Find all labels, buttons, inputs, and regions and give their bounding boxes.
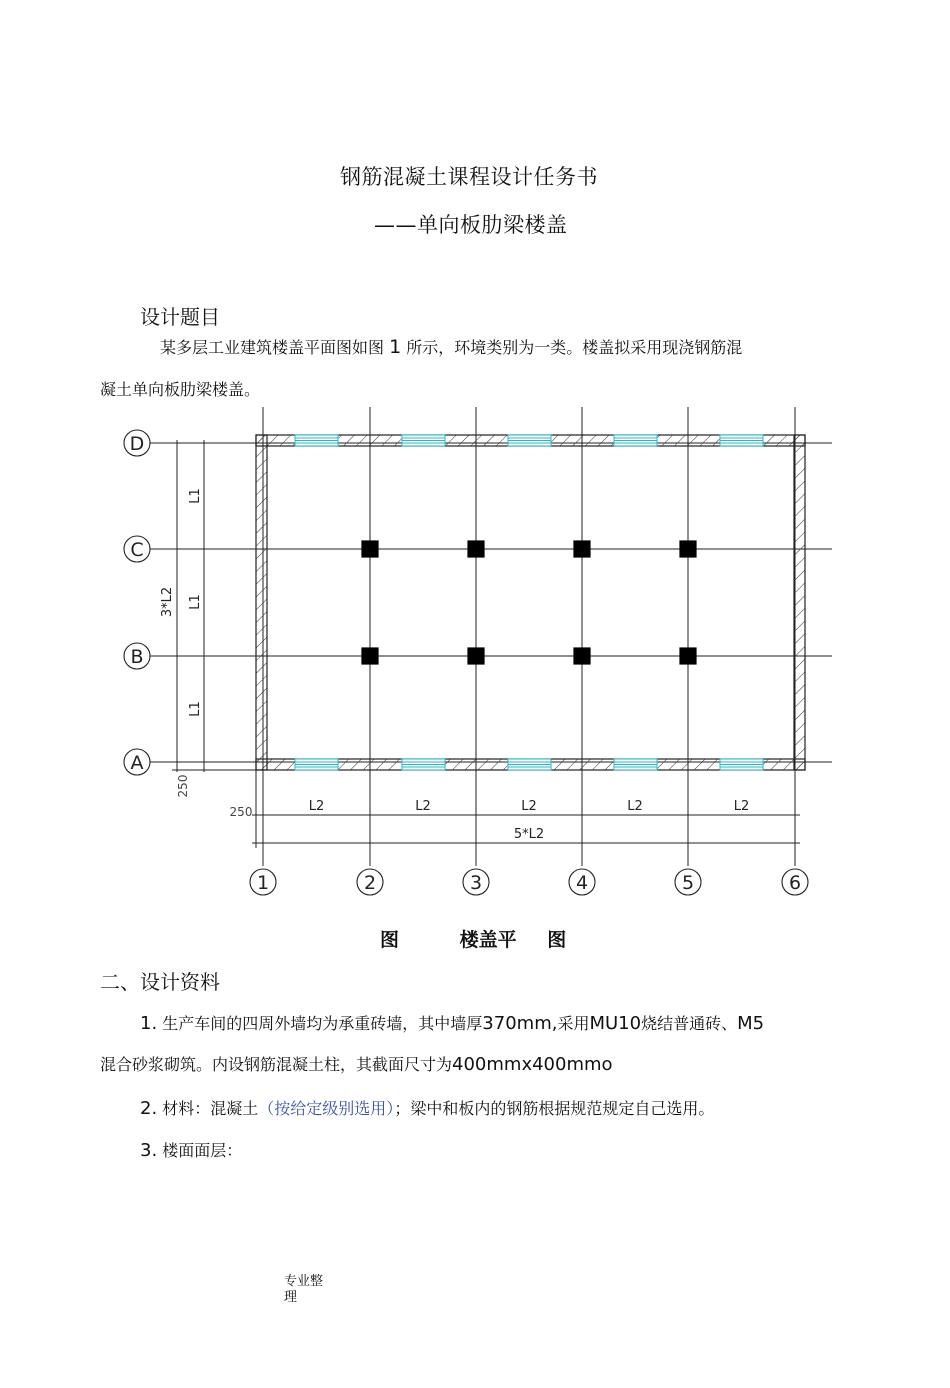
dim-label-span-5: L2 [733, 799, 750, 814]
item2-number: 2. [140, 1098, 158, 1119]
section2-item3 [140, 1138, 242, 1161]
caption-part-c: 图 [547, 929, 567, 951]
section2-heading: 二、设计资料 [100, 970, 220, 994]
column-C-3 [468, 541, 484, 557]
col-label-2: 2 [363, 872, 377, 894]
column-C-5 [680, 541, 696, 557]
para-text-a: 某多层工业建筑楼盖平面图如图 [160, 338, 385, 357]
dim-label-250-bottom: 250 [229, 805, 253, 819]
column-B-2 [362, 648, 378, 664]
dim-label-span-1: L2 [308, 799, 325, 814]
column-B-4 [574, 648, 590, 664]
item1-brick-grade: MU10 [589, 1013, 642, 1034]
row-label-A: A [130, 752, 144, 774]
dim-label-bottom-total: 5*L2 [513, 827, 545, 842]
item2-text-b: （按给定级别选用） [258, 1099, 395, 1118]
column-C-4 [574, 541, 590, 557]
dim-label-left-total: 3*L2 [160, 586, 175, 618]
wall-right [794, 435, 805, 770]
caption-part-a: 图 [380, 929, 400, 951]
column-C-2 [362, 541, 378, 557]
item1-text-e: 烧结普通砖、 [641, 1014, 738, 1033]
col-label-3: 3 [469, 872, 483, 894]
para-figure-number: 1 [389, 336, 402, 358]
wall-left [256, 435, 267, 770]
item1-column-size: 400mmx400mmo [452, 1054, 613, 1075]
dim-label-250-left: 250 [176, 774, 190, 798]
col-label-4: 4 [575, 872, 589, 894]
section2-item2 [140, 1096, 714, 1119]
dim-label-l1-1: L1 [188, 488, 203, 504]
dim-label-span-2: L2 [415, 799, 431, 814]
item1-text-g: 混合砂浆砌筑。内设钢筋混凝土柱，其截面尺寸为 [100, 1055, 453, 1074]
caption-part-b: 楼盖平 [459, 929, 517, 951]
page-footer: 专业整理 [284, 1274, 324, 1305]
col-label-5: 5 [681, 872, 695, 894]
row-label-B: B [130, 646, 144, 668]
dim-label-span-3: L2 [521, 799, 537, 814]
dim-label-l1-3: L1 [188, 701, 203, 717]
item1-text-c: 采用 [557, 1014, 590, 1033]
doc-subtitle: ——单向板肋梁楼盖 [374, 213, 568, 237]
item3-text-a: 楼面面层： [162, 1141, 243, 1160]
col-label-1: 1 [256, 872, 270, 894]
section2-item1-line2 [100, 1052, 613, 1075]
section2-item1-line1 [140, 1011, 764, 1034]
row-label-D: D [129, 433, 145, 455]
item1-wall-thickness: 370mm, [482, 1013, 558, 1034]
dim-label-span-4: L2 [627, 799, 643, 814]
section1-paragraph-line2: 凝土单向板肋梁楼盖。 [100, 380, 261, 399]
item3-number: 3. [140, 1140, 158, 1161]
item1-mortar-grade: M5 [737, 1013, 765, 1034]
section1-heading: 设计题目 [140, 305, 220, 329]
row-label-C: C [130, 539, 144, 561]
item2-text-a: 材料：混凝土 [162, 1099, 259, 1118]
doc-title: 钢筋混凝土课程设计任务书 [340, 165, 598, 189]
dim-label-l1-2: L1 [188, 594, 203, 610]
figure-caption [380, 925, 566, 952]
item1-number: 1. [140, 1013, 158, 1034]
item1-text-a: 生产车间的四周外墙均为承重砖墙，其中墙厚 [162, 1014, 483, 1033]
col-label-6: 6 [788, 872, 802, 894]
item2-text-c: ；梁中和板内的钢筋根据规范规定自己选用。 [394, 1099, 715, 1118]
column-B-3 [468, 648, 484, 664]
column-B-5 [680, 648, 696, 664]
para-text-b: 所示，环境类别为一类。楼盖拟采用现浇钢筋混 [406, 338, 743, 357]
